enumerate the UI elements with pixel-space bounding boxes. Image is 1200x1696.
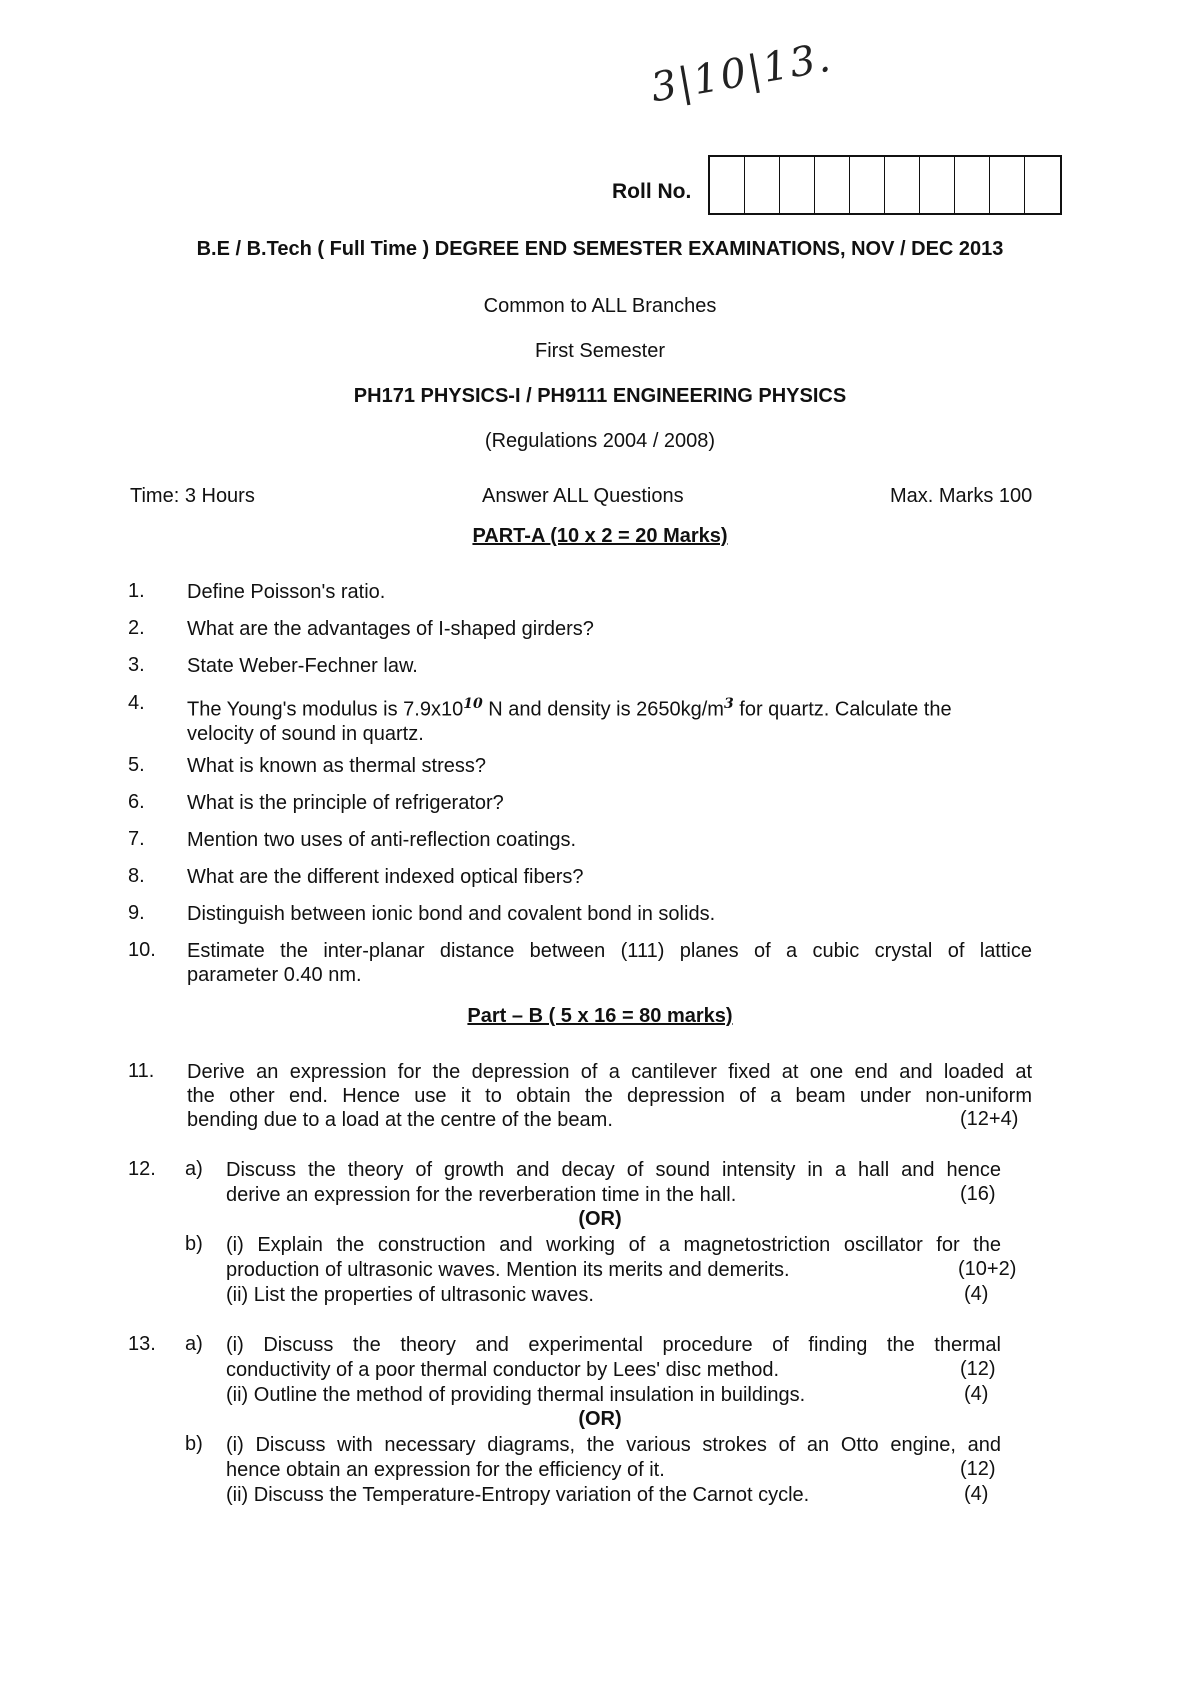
marks-label: (4) xyxy=(964,1483,989,1505)
question-text-line: production of ultrasonic waves. Mention its merits and demerits. xyxy=(226,1259,790,1281)
or-separator: (OR) xyxy=(578,1208,622,1230)
question-text: What is the principle of refrigerator? xyxy=(187,792,504,814)
question-text: Mention two uses of anti-reflection coatings. xyxy=(187,829,577,851)
question-text-line: Derive an expression for the depression of a cantilever fixed at one end and loaded at xyxy=(187,1061,1032,1083)
exponent-3: 3 xyxy=(723,696,734,712)
question-text-line: conductivity of a poor thermal conductor by Lees' disc method. xyxy=(226,1359,779,1381)
question-text: What are the advantages of I-shaped girders? xyxy=(187,618,594,640)
marks-label: (12) xyxy=(960,1458,996,1480)
semester-line: First Semester xyxy=(534,340,666,362)
question-text-part: velocity of sound in quartz. xyxy=(187,722,424,745)
question-text-line: (ii) List the properties of ultrasonic waves. xyxy=(226,1284,594,1306)
question-text xyxy=(187,1060,1032,1132)
part-a-heading: PART-A (10 x 2 = 20 Marks) xyxy=(472,525,728,547)
question-number: 13. xyxy=(128,1333,156,1355)
branches-line: Common to ALL Branches xyxy=(483,295,717,317)
question-text-part: The Young's modulus is 7.9x10 xyxy=(187,698,464,721)
marks-label: (16) xyxy=(960,1183,996,1205)
question-number: 3. xyxy=(128,654,145,676)
question-number: 5. xyxy=(128,754,145,776)
exam-title: B.E / B.Tech ( Full Time ) DEGREE END SEMESTER EXAMINATIONS, NOV / DEC 2013 xyxy=(196,238,1004,260)
exponent-10: 10 xyxy=(463,696,483,712)
question-text: State Weber-Fechner law. xyxy=(187,655,418,677)
time-info: Time: 3 Hours xyxy=(130,485,255,507)
marks-label: (12+4) xyxy=(960,1108,1019,1130)
question-text-line: (ii) Outline the method of providing thermal insulation in buildings. xyxy=(226,1384,806,1406)
question-text-line: bending due to a load at the centre of the beam. xyxy=(187,1109,613,1131)
roll-digit-box[interactable] xyxy=(780,157,815,213)
max-marks-info: Max. Marks 100 xyxy=(890,485,1033,507)
roll-digit-box[interactable] xyxy=(815,157,850,213)
question-text-part: for quartz. Calculate the xyxy=(733,698,952,721)
question-text xyxy=(187,692,1032,746)
sub-question-letter: a) xyxy=(185,1158,203,1180)
question-text: Define Poisson's ratio. xyxy=(187,581,386,603)
question-text xyxy=(187,939,1032,987)
sub-question-letter: b) xyxy=(185,1433,203,1455)
roll-digit-box[interactable] xyxy=(745,157,780,213)
marks-label: (4) xyxy=(964,1283,989,1305)
question-number: 1. xyxy=(128,580,145,602)
question-text-line: parameter 0.40 nm. xyxy=(187,964,362,986)
question-text-line: derive an expression for the reverberation time in the hall. xyxy=(226,1184,737,1206)
roll-digit-box[interactable] xyxy=(710,157,745,213)
roll-digit-box[interactable] xyxy=(850,157,885,213)
question-number: 6. xyxy=(128,791,145,813)
marks-label: (12) xyxy=(960,1358,996,1380)
regulations-line: (Regulations 2004 / 2008) xyxy=(484,430,716,452)
question-number: 7. xyxy=(128,828,145,850)
question-number: 8. xyxy=(128,865,145,887)
marks-label: (10+2) xyxy=(958,1258,1017,1280)
question-text-line: Discuss the theory of growth and decay of sound intensity in a hall and hence xyxy=(226,1159,1001,1181)
question-number: 10. xyxy=(128,939,156,961)
question-text-line: (i) Discuss with necessary diagrams, the various strokes of an Otto engine, and xyxy=(226,1434,1001,1456)
question-number: 11. xyxy=(128,1060,155,1082)
question-text-line: Estimate the inter-planar distance between (111) planes of a cubic crystal of lattice xyxy=(187,940,1032,962)
question-text: Distinguish between ionic bond and covalent bond in solids. xyxy=(187,903,716,925)
roll-no-label: Roll No. xyxy=(612,180,692,203)
course-title: PH171 PHYSICS-I / PH9111 ENGINEERING PHYSICS xyxy=(353,385,847,407)
question-text-line: hence obtain an expression for the efficiency of it. xyxy=(226,1459,665,1481)
roll-digit-box[interactable] xyxy=(990,157,1025,213)
sub-question-text xyxy=(226,1158,1001,1208)
question-number: 12. xyxy=(128,1158,156,1180)
roll-digit-box[interactable] xyxy=(885,157,920,213)
sub-question-letter: a) xyxy=(185,1333,203,1355)
sub-question-text xyxy=(226,1433,1001,1508)
question-number: 2. xyxy=(128,617,145,639)
sub-question-text xyxy=(226,1333,1001,1408)
or-separator: (OR) xyxy=(578,1408,622,1430)
sub-question-text xyxy=(226,1233,1001,1308)
sub-question-letter: b) xyxy=(185,1233,203,1255)
roll-digit-box[interactable] xyxy=(920,157,955,213)
question-text: What is known as thermal stress? xyxy=(187,755,486,777)
question-text: What are the different indexed optical fibers? xyxy=(187,866,584,888)
handwritten-date: 3|10|13. xyxy=(647,34,836,112)
question-text-line: (i) Explain the construction and working of a magnetostriction oscillator for the xyxy=(226,1234,1001,1256)
marks-label: (4) xyxy=(964,1383,989,1405)
instruction-info: Answer ALL Questions xyxy=(482,485,684,507)
question-number: 4. xyxy=(128,692,145,714)
roll-no-boxes[interactable] xyxy=(708,155,1062,215)
roll-digit-box[interactable] xyxy=(955,157,990,213)
question-text-part: N and density is 2650kg/m xyxy=(482,698,724,721)
roll-digit-box[interactable] xyxy=(1025,157,1060,213)
question-text-line: (ii) Discuss the Temperature-Entropy variation of the Carnot cycle. xyxy=(226,1484,810,1506)
question-text-line: (i) Discuss the theory and experimental procedure of finding the thermal xyxy=(226,1334,1001,1356)
question-number: 9. xyxy=(128,902,145,924)
part-b-heading: Part – B ( 5 x 16 = 80 marks) xyxy=(467,1005,733,1027)
question-text-line: the other end. Hence use it to obtain the depression of a beam under non-uniform xyxy=(187,1085,1032,1107)
